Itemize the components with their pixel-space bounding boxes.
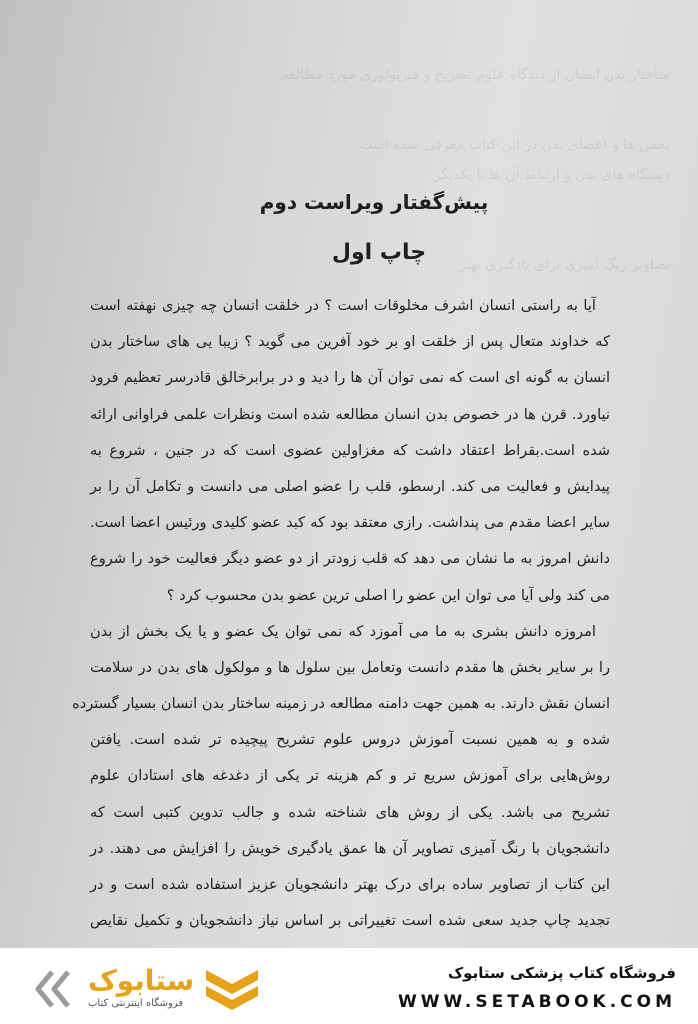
text-line: که خداوند متعال پس از خلقت او بر خود آفرین می گوید ؟ زیبا یی های ساختار بدن	[90, 333, 610, 351]
text-line: سایر اعضا مقدم می پنداشت. رازی معتقد بود که کبد عضو کلیدی ورئیس اعضا است.	[90, 514, 610, 532]
text-line: تجدید چاپ جدید سعی شده است تغییراتی بر اساس نیاز دانشجویان و تکمیل نقایص	[90, 912, 610, 930]
bleed-through-line: تصاویر رنگ آمیزی برای یادگیری بهتر	[458, 257, 670, 273]
chevron-stack-icon	[200, 962, 264, 1016]
bleed-through-line: بخش ها و اعضای بدن در این کتاب معرفی شده است	[359, 137, 670, 153]
double-chevron-icon	[28, 962, 84, 1016]
text-line: می کند ولی آیا می توان این عضو را اصلی ترین عضو بدن محسوب کرد ؟	[166, 586, 610, 604]
bleed-through-line: دستگاه های بدن و ارتباط آن ها با یکدیگر	[433, 167, 670, 183]
text-line: را بر سایر بخش ها مقدم دانست وتعامل بین سلول ها و مولکول های بدن در سلامت	[90, 658, 610, 676]
text-line: انسان نقش دارند. به همین جهت دامنه مطالعه در زمینه ساختار بدن انسان بسیار گسترده	[72, 695, 610, 713]
bleed-through-line: ساختار بدن انسان از دیدگاه علوم تشریح و فیزیولوژی مورد مطالعه	[281, 67, 670, 83]
text-line: دانش امروز به ما نشان می دهد که قلب زودتر از دو عضو دیگر فعالیت خود را شروع	[90, 550, 610, 568]
preface-heading: پیش‌گفتار ویراست دوم	[259, 190, 489, 214]
store-name: فروشگاه کتاب پزشکی ستابوک	[447, 964, 676, 982]
text-line: شده است.بقراط اعتقاد داشت که مغزاولین عضوی است که در جنین ، شروع به	[90, 441, 610, 459]
text-line: روش‌هایی برای آموزش سریع تر و کم هزینه تر یکی از دغدغه های استادان علوم	[90, 767, 610, 785]
text-line: آیا به راستی انسان اشرف مخلوقات است ؟ در خلقت انسان چه چیزی نهفته است	[90, 297, 596, 314]
store-footer-banner	[0, 948, 698, 1024]
logo-tagline: فروشگاه اینترنتی کتاب	[88, 998, 184, 1009]
logo-wordmark: ستابوک	[88, 964, 195, 997]
text-line: دانشجویان با رنگ آمیزی تصاویر آن ها عمق یادگیری خویش را افزایش می دهند. در	[90, 839, 610, 857]
text-line: انسان به گونه ای است که نمی توان آن ها را دید و در برابرخالق قادرسر تعظیم فرود	[90, 369, 610, 387]
store-logo[interactable]	[28, 962, 268, 1016]
store-url-link[interactable]: WWW.SETABOOK.COM	[398, 992, 676, 1012]
text-line: شده و به همین نسبت آموزش دروس علوم تشریح پیچیده تر شده است. یافتن	[90, 731, 610, 749]
body-text	[72, 288, 610, 939]
text-line: امروزه دانش بشری به ما می آموزد که نمی توان یک عضو و یا یک بخش از بدن	[90, 622, 596, 640]
text-line: پیدایش و فعالیت می کند. ارسطو، قلب را عضو اصلی می دانست و تکامل آن را بر	[90, 477, 610, 495]
text-line: این کتاب از تصاویر ساده برای درک بهتر دانشجویان عزیز استفاده شده است و در	[90, 876, 610, 893]
text-line: نیاورد. قرن ها در خصوص بدن انسان مطالعه شده است ونظرات علمی فراوانی ارائه	[90, 405, 610, 423]
text-line: تشریح می باشد. یکی از روش های شناخته شده و جالب تدوین کتبی است که	[90, 803, 610, 821]
first-edition-heading: چاپ اول	[331, 240, 427, 265]
